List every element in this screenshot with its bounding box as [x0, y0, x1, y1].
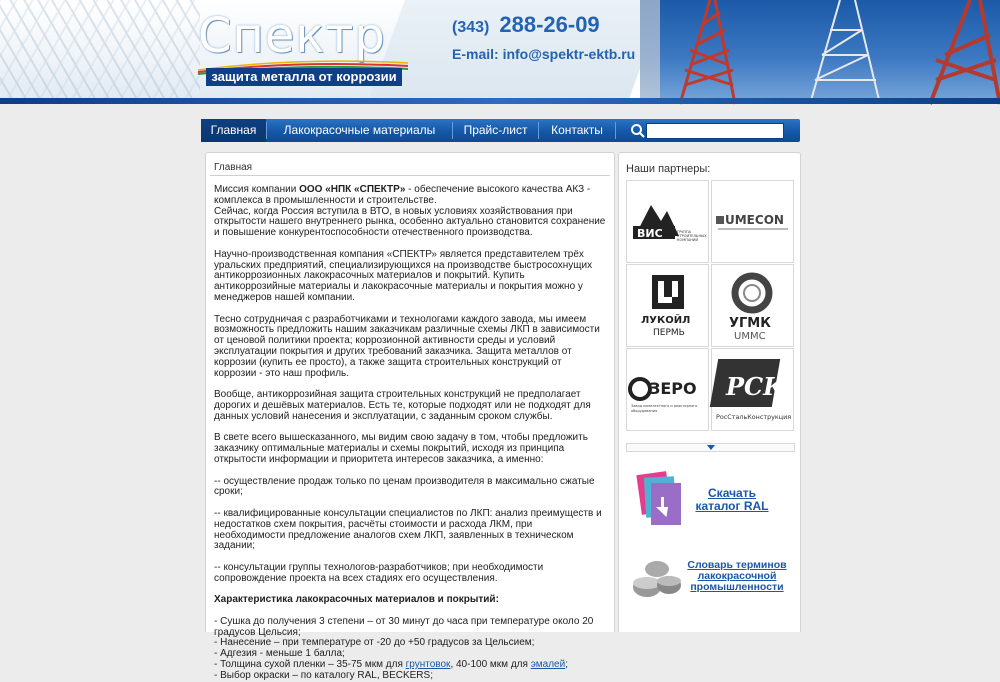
- download-catalog-ral-link[interactable]: Скачать каталог RAL: [695, 486, 769, 513]
- breadcrumb[interactable]: Главная: [214, 162, 253, 173]
- main-content: [205, 152, 615, 681]
- breadcrumb-divider: [210, 175, 610, 176]
- phone-number: 288-26-09: [499, 12, 600, 37]
- about-paragraph: Научно-производственная компания «СПЕКТР» является представителем трёх уральских предприятий, специализирующихся на производстве быстросохнущих антикоррозионных лакокрасочных материалов и покрытий. Купить антикоррозийные материалы и лакокрасочные материалы и покрытия можно у менеджеров нашей компании.: [214, 248, 593, 303]
- svg-text:ГРУППА: ГРУППА: [677, 230, 692, 234]
- header-bottom-stripe: [0, 98, 1000, 104]
- list-item: - Толщина сухой пленки – 35-75 мкм для грунтовок, 40-100 мкм для эмалей;: [214, 659, 568, 671]
- header-email[interactable]: E-mail: info@spektr-ektb.ru: [452, 46, 636, 62]
- partner-logo-umecon[interactable]: [711, 180, 794, 263]
- nav-separator: [615, 122, 616, 139]
- rsk-logo-sub: РосСтальКонструкция: [716, 413, 792, 421]
- svg-text:КОМПАНИЙ: КОМПАНИЙ: [677, 238, 699, 242]
- umecon-logo-name: UMECON: [725, 213, 784, 227]
- zero-logo-icon: [627, 349, 708, 430]
- sidebar: [618, 152, 801, 632]
- tower-illustration: [640, 0, 1000, 104]
- service-item: -- осуществление продаж только по ценам производителя в максимально сжатые сроки;: [214, 475, 595, 498]
- characteristics-list: [214, 617, 606, 682]
- mission-paragraph: Миссия компании ООО «НПК «СПЕКТР» - обеспечение высокого качества АКЗ - комплекса в промышленности и строительстве. Сейчас, когда Россия вступила в ВТО, в новых условиях хозяйствования при открытости нашего внутреннего рынка, особенно актуально становится сохранение и повышение конкурентоспособности отечественного производства.: [214, 184, 606, 239]
- list-item: - Выбор окраски – по каталогу RAL, BECKERS;: [214, 669, 433, 681]
- rsk-logo-name: РСК: [726, 372, 785, 401]
- header-phone: [452, 12, 600, 38]
- nav-item-contacts[interactable]: Контакты: [551, 123, 603, 137]
- lukoil-logo-icon: [627, 265, 708, 346]
- logo-text: Спектр: [198, 8, 386, 64]
- ugmk-logo-name: УГМК: [729, 316, 771, 331]
- partner-logo-ugmk[interactable]: [711, 264, 794, 347]
- search-input[interactable]: [646, 123, 784, 139]
- rsk-logo-icon: [712, 349, 793, 430]
- mission-task-paragraph: В свете всего вышесказанного, мы видим свою задачу в том, чтобы предложить заказчику оптимальные материалы и схемы покрытий, исходя из принципа открытости информации и приоритета интересов заказчика, а именно:: [214, 432, 588, 465]
- characteristics-heading: Характеристика лакокрасочных материалов и покрытий:: [214, 594, 499, 606]
- svg-text:СТРОИТЕЛЬНЫХ: СТРОИТЕЛЬНЫХ: [677, 234, 707, 238]
- vis-logo-name: ВИС: [637, 227, 663, 240]
- service-item: -- квалифицированные консультации специалистов по ЛКП: анализ преимуществ и недостатков схем покрытия, расчёты стоимости и расхода ЛКМ, при необходимости предложение аналогов схем ЛКП, заявленных в техническом задании;: [214, 507, 602, 552]
- nav-item-paint-materials[interactable]: Лакокрасочные материалы: [283, 123, 436, 137]
- chevron-down-icon[interactable]: [707, 445, 715, 451]
- paint-terms-dictionary-link[interactable]: Словарь терминов лакокрасочной промышленности: [687, 559, 787, 593]
- partners-title: Наши партнеры:: [626, 163, 711, 175]
- company-name: ООО «НПК «СПЕКТР»: [299, 184, 406, 195]
- svg-text:Завод комплектного и реакторно: Завод комплектного и реакторного: [631, 404, 698, 408]
- umecon-logo-icon: [712, 181, 793, 262]
- list-item: - Адгезия - меньше 1 балла;: [214, 648, 345, 660]
- list-item: - Сушка до получения 3 степени – от 30 минут до часа при температуре около 20 градусов Цельсия;: [214, 615, 594, 638]
- lukoil-logo-name: ЛУКОЙЛ: [641, 315, 691, 326]
- list-item: - Нанесение – при температуре от -20 до +50 градусов за Цельсием;: [214, 637, 535, 649]
- ugmk-logo-icon: [712, 265, 793, 346]
- svg-text:оборудования: оборудования: [631, 409, 658, 413]
- zero-logo-name: ЗЕРО: [649, 379, 697, 398]
- header-pattern: [0, 0, 200, 104]
- cooperation-paragraph: Тесно сотрудничая с разработчиками и технологами каждого завода, мы имеем возможность предложить нашим заказчикам различные схемы ЛКП в зависимости от ценовой политики проекта; коррозионной активности среды и условий эксплуатации покрытия и других требований заказчика. Защита металлов от коррозии (купить ее просто), а также защита строительных конструкций от коррозии - это наш профиль.: [214, 313, 600, 379]
- header-photo: [640, 0, 1000, 104]
- search-icon[interactable]: [630, 123, 646, 139]
- partner-logo-rsk[interactable]: [711, 348, 794, 431]
- protection-paragraph: Вообще, антикоррозийная защита строительных конструкций не предполагает дорогих и дешёвых материалов. Есть те, которые подходят или не подходят для данных условий нанесения и эксплуатации, с заданным сроком службы.: [214, 389, 591, 422]
- ugmk-logo-sub: UMMC: [734, 331, 766, 342]
- lukoil-logo-city: ПЕРМЬ: [653, 328, 685, 338]
- partner-logo-lukoil[interactable]: [626, 264, 709, 347]
- partner-logo-zero[interactable]: [626, 348, 709, 431]
- logo-tagline: защита металла от коррозии: [206, 68, 402, 86]
- site-header: [0, 0, 1000, 104]
- nav-item-price-list[interactable]: Прайс-лист: [463, 123, 528, 137]
- nav-item-home[interactable]: Главная: [201, 119, 266, 142]
- service-item: -- консультации группы технологов-разработчиков; при необходимости сопровождение проекта на всех стадиях его осуществления.: [214, 561, 544, 584]
- catalog-download-icon[interactable]: [637, 469, 685, 531]
- article-body: [214, 185, 606, 682]
- enamels-link[interactable]: эмалей: [530, 659, 566, 671]
- partners-scroll-bar[interactable]: [626, 443, 795, 452]
- partner-logo-vis[interactable]: [626, 180, 709, 263]
- dictionary-paint-cans-icon[interactable]: [631, 557, 683, 601]
- vis-logo-icon: [627, 181, 708, 262]
- primers-link[interactable]: грунтовок: [405, 659, 451, 671]
- phone-code: (343): [452, 19, 490, 36]
